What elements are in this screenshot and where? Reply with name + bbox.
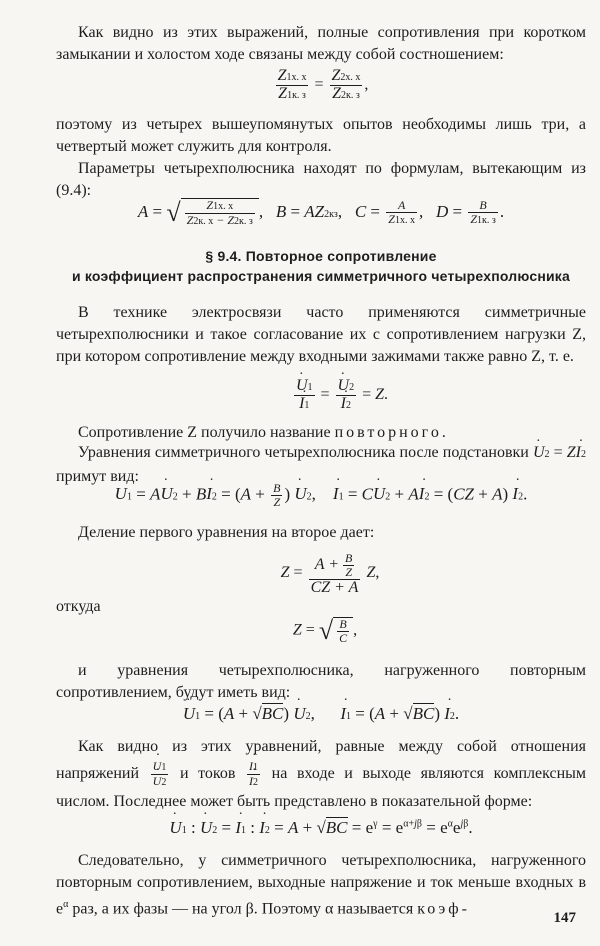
paragraph-4: В технике электросвязи часто применяются симметричные четырехполюсники и такое согласование их с сопротивлением нагрузки Z, при котором сопротивление между входными зажимами также равно Z, т. е. bbox=[56, 304, 586, 365]
paragraph-2: поэтому из четырех вышеупомянутых опытов необходимы лишь три, а четвертый может служить для контроля. bbox=[56, 116, 586, 155]
paragraph-5: Сопротивление Z получило название повторного. bbox=[78, 424, 449, 441]
paragraph-7: Деление первого уравнения на второе дает: bbox=[78, 524, 375, 541]
page-number: 147 bbox=[553, 910, 576, 926]
equation-repeated-impedance: · U1 · I1 = · U2 · I2 = Z. bbox=[270, 378, 410, 413]
section-heading: § 9.4. Повторное сопротивление и коэффициент распространения симметричного четырехполюсника bbox=[72, 248, 570, 284]
equation-division: Z = A + $\frac{B}{Z}$ CZ + A Z, bbox=[280, 551, 380, 596]
equation-substitution: · U1 = A· U2 + B· I2 = (A + $\frac{B}{Z}$ ) · U2, · I1 = C· U2 + A· I2 = (CZ + A) · I2. bbox=[56, 482, 586, 509]
word-otkuda: откуда bbox=[56, 598, 101, 615]
equation-loaded: · U1 = (A + √BC) · U2, · I1 = (A + √BC) · I2. bbox=[56, 704, 586, 724]
equation-z-sqrt: Z = √ $\frac{B}{C}$ , bbox=[292, 616, 358, 645]
equation-exponential: · U1 : · U2 = · I1 : · $I2 = A + √BC = e^\gamma = e^{\alpha+j\beta} = e^\alpha e^{j\beta}$. bbox=[56, 818, 586, 838]
paragraph-10: Следовательно, у симметричного четырехполюсника, нагруженного повторным сопротивлением, выходные напряжение и ток меньше входных в $e^\alpha$ раз, а их фазы — на угол β. Поэтому α называется коэф- bbox=[56, 852, 586, 918]
paragraph-8: и уравнения четырехполюсника, нагруженного повторным сопротивлением, будут иметь вид: bbox=[56, 662, 586, 701]
paragraph-6: Уравнения симметричного четырехполюсника после подстановки · U2 = Z· I2 примут вид: bbox=[56, 442, 586, 488]
paragraph-3: Параметры четырехполюсника находят по формулам, вытекающим из (9.4): bbox=[56, 160, 586, 199]
equation-impedance-ratio: $\frac{Z1х. х}{Z1к. з}$ = $\frac{Z2х. х}{Z2к. з}$ , bbox=[277, 67, 369, 102]
paragraph-1: Как видно из этих выражений, полные сопротивления при коротком замыкании и холостом ходе связаны между собой состношением: bbox=[56, 24, 586, 63]
equation-parameters: A = √ $\frac{Z1х. х}{Z2к. х - Z2к. з}$ , B = AZ2кз, C = $\frac{A}{Z1х. х}$ , D = $\frac{B}{Z1к. з}$ . bbox=[137, 198, 505, 227]
paragraph-9: Как видно из этих уравнений, равные между собой отношения напряжений · U1 · U2 и токов · I1 · I2 на входе и выходе являются комплексным числом. Последнее может быть представлено в показательной форме: bbox=[56, 734, 586, 815]
